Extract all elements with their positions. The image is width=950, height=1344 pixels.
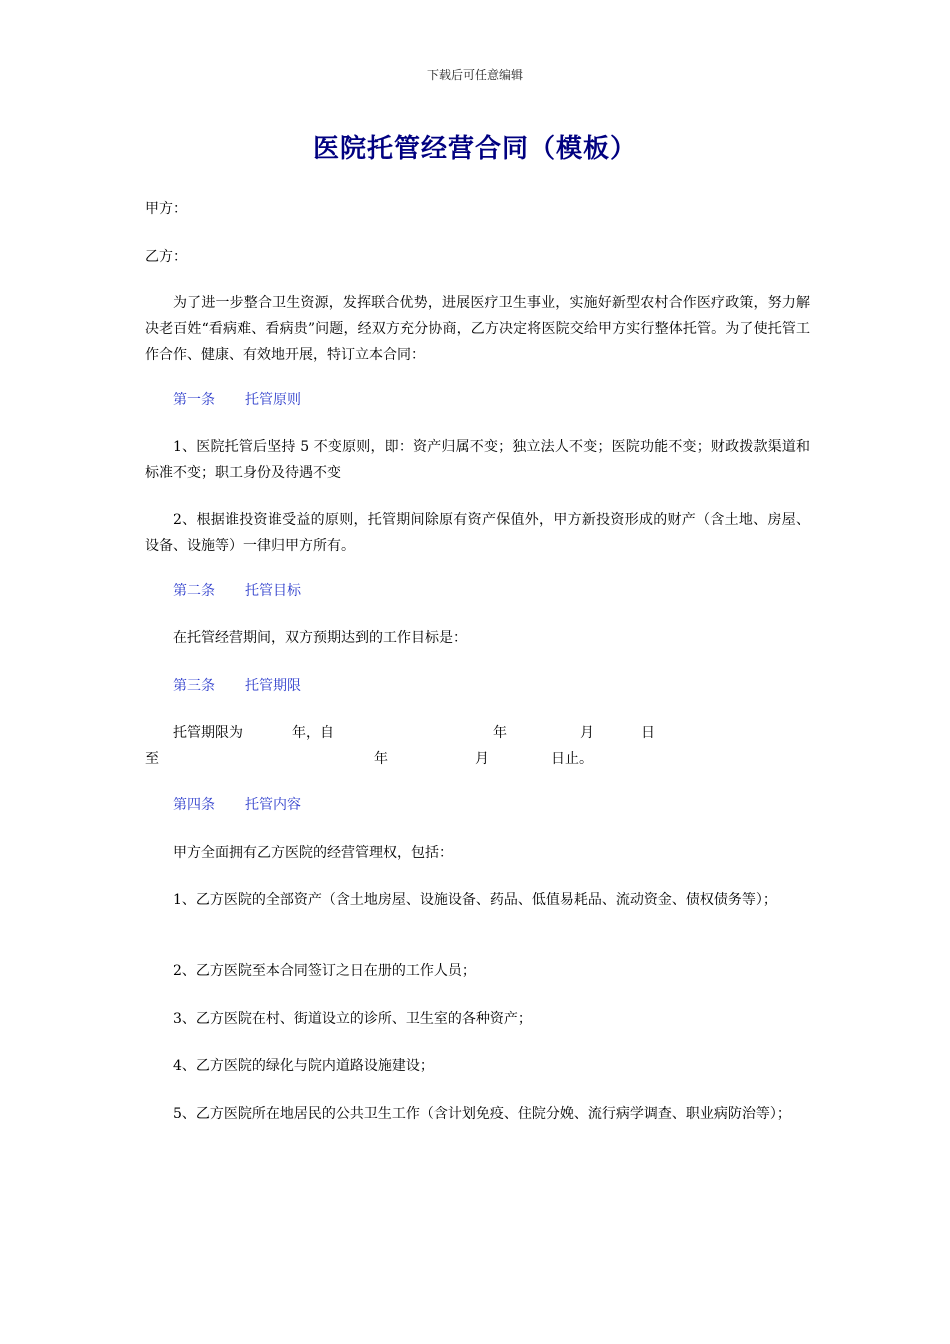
article-4-label: 第四条 [173, 797, 215, 813]
term-prefix: 托管期限为 [173, 725, 243, 741]
article-3-heading [173, 673, 301, 699]
article-4-item-4: 4、乙方医院的绿化与院内道路设施建设； [173, 1058, 434, 1074]
term-to: 至 [145, 751, 159, 767]
article-1-title: 托管原则 [245, 392, 301, 408]
article-2-heading [173, 578, 301, 604]
article-3-label: 第三条 [173, 678, 215, 694]
term-years-from: 年，自 [292, 725, 334, 741]
term-line-1 [0, 720, 950, 746]
article-4-heading [173, 792, 301, 818]
article-3-title: 托管期限 [245, 678, 301, 694]
article-4-item-2: 2、乙方医院至本合同签订之日在册的工作人员； [173, 963, 476, 979]
article-4-title: 托管内容 [245, 797, 301, 813]
preamble-paragraph: 为了进一步整合卫生资源，发挥联合优势，进展医疗卫生事业，实施好新型农村合作医疗政策，努力解决老百姓“看病难、看病贵”问题，经双方充分协商，乙方决定将医院交给甲方实行整体托管。为了使托管工作合作、健康、有效地开展，特订立本合同： [145, 295, 810, 363]
article-2-title: 托管目标 [245, 583, 301, 599]
article-2-label: 第二条 [173, 583, 215, 599]
article-1-item-1: 1、医院托管后坚持 5 不变原则，即：资产归属不变；独立法人不变；医院功能不变；财政拨款渠道和标准不变；职工身份及待遇不变 [145, 439, 810, 481]
article-1-item-2: 2、根据谁投资谁受益的原则，托管期间除原有资产保值外，甲方新投资形成的财产（含土地、房屋、设备、设施等）一律归甲方所有。 [145, 512, 810, 554]
end-year-label: 年 [374, 751, 388, 767]
article-4-item-5: 5、乙方医院所在地居民的公共卫生工作（含计划免疫、住院分娩、流行病学调查、职业病防治等）； [173, 1106, 791, 1122]
article-2-text: 在托管经营期间，双方预期达到的工作目标是： [173, 630, 467, 646]
start-month-label: 月 [580, 725, 594, 741]
party-b-line: 乙方： [145, 249, 187, 265]
article-1-label: 第一条 [173, 392, 215, 408]
start-year-label: 年 [493, 725, 507, 741]
article-4-item-1: 1、乙方医院的全部资产（含土地房屋、设施设备、药品、低值易耗品、流动资金、债权债务等）； [173, 892, 777, 908]
article-4-intro: 甲方全面拥有乙方医院的经营管理权，包括： [173, 845, 453, 861]
article-1-heading [173, 387, 301, 413]
end-day-label: 日止。 [551, 751, 593, 767]
article-4-item-3: 3、乙方医院在村、街道设立的诊所、卫生室的各种资产； [173, 1011, 532, 1027]
end-month-label: 月 [475, 751, 489, 767]
start-day-label: 日 [641, 725, 655, 741]
document-title: 医院托管经营合同（模板） [312, 134, 637, 164]
header-note: 下载后可任意编辑 [426, 68, 523, 82]
term-line-2 [0, 746, 950, 772]
party-a-line: 甲方： [145, 201, 187, 217]
